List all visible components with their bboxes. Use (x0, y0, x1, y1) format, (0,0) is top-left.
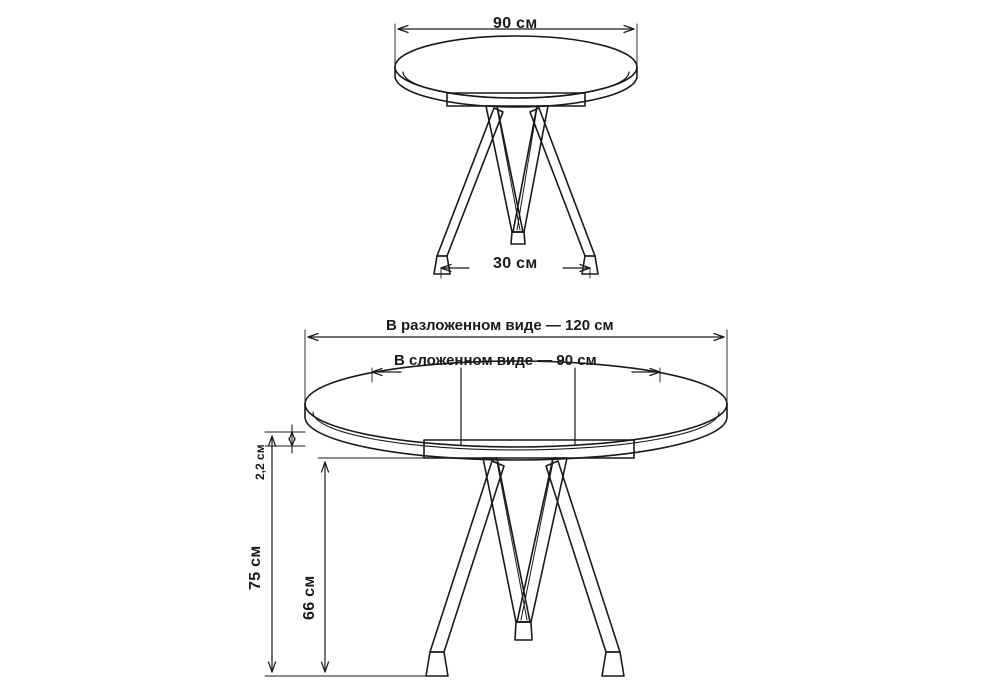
bottom-view-foot-center (515, 622, 532, 640)
dimension-underframe-height (318, 458, 430, 676)
bottom-view-leg-detail-a (497, 462, 527, 620)
label-total-height: 75 см (247, 545, 264, 590)
label-folded-width: В сложенном виде — 90 см (394, 352, 597, 369)
bottom-view-leg-rear-right (546, 461, 620, 652)
dimension-total-height (265, 432, 430, 676)
bottom-view-foot-right (602, 652, 624, 676)
top-view-leg-center-left (486, 106, 523, 232)
top-view-leg-center-right (513, 106, 548, 232)
top-view-foot-left (434, 256, 450, 274)
bottom-view-table (305, 361, 727, 676)
top-view-leg-detail-b (517, 108, 537, 230)
top-view-leg-rear-left (437, 108, 503, 256)
label-top-diameter: 90 см (493, 15, 538, 32)
bottom-view-leg-rear-left (430, 461, 504, 652)
bottom-view-tabletop-surface (305, 361, 727, 447)
top-view-leg-rear-right (530, 108, 595, 256)
bottom-view-foot-left (426, 652, 448, 676)
label-tabletop-thickness: 2,2 см (253, 444, 267, 480)
label-underframe-height: 66 см (301, 575, 318, 620)
label-extended-width: В разложенном виде — 120 см (386, 317, 614, 334)
top-view-foot-center (511, 232, 525, 244)
label-base-span: 30 см (493, 255, 538, 272)
top-view-table (395, 36, 637, 274)
